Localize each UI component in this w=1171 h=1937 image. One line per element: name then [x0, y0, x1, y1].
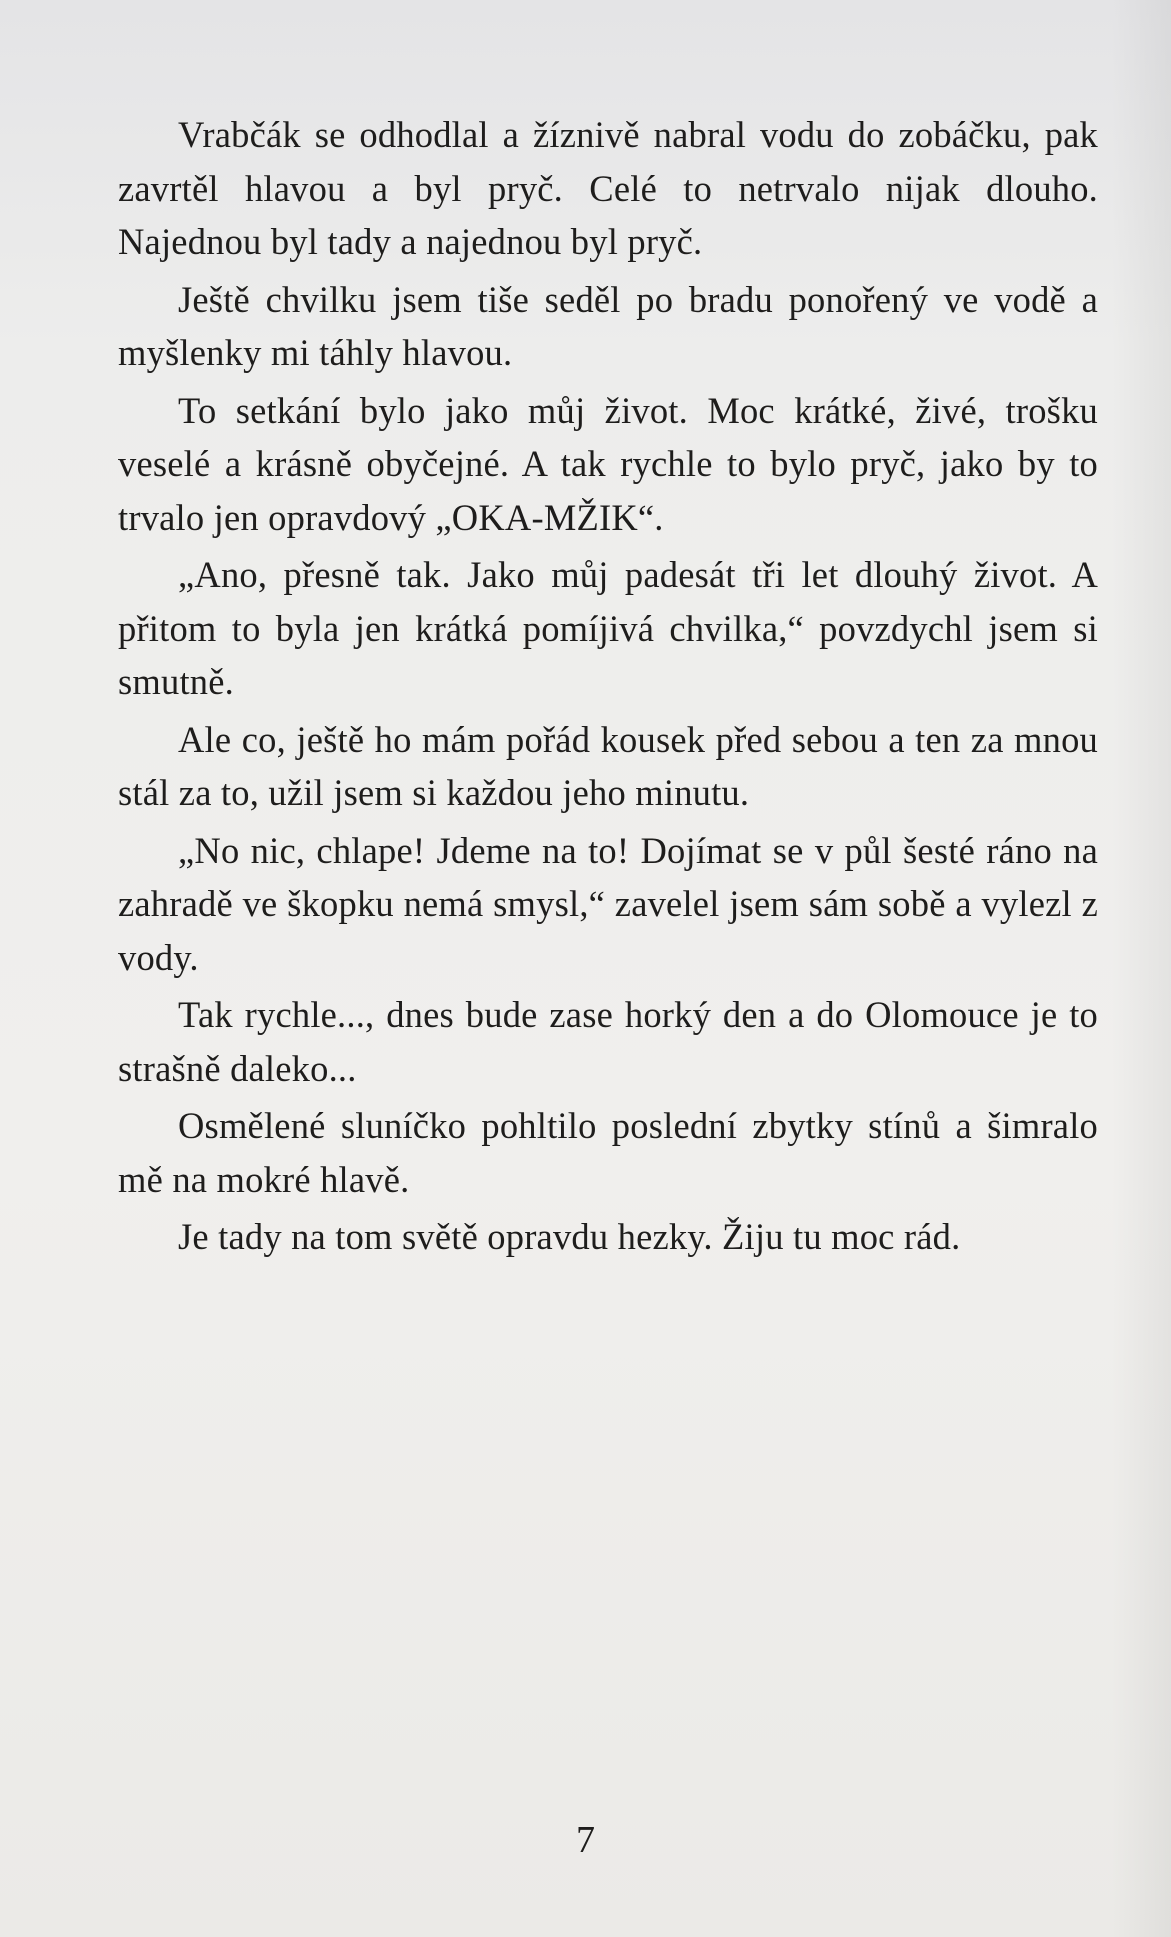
body-text — [118, 108, 1098, 1268]
paragraph-8: Osmělené sluníčko pohltilo poslední zbytky stínů a šimralo mě na mokré hlavě. — [118, 1105, 1098, 1200]
page-number: 7 — [576, 1819, 595, 1861]
paragraph-2: Ještě chvilku jsem tiše seděl po bradu ponořený ve vodě a myšlenky mi táhly hlavou. — [118, 278, 1098, 373]
paragraph-1: Vrabčák se odhodlal a žíznivě nabral vodu do zobáčku, pak zavrtěl hlavou a byl pryč. Celé to netrvalo nijak dlouho. Najednou byl tady a najednou byl pryč. — [118, 114, 1098, 262]
paragraph-3: To setkání bylo jako můj život. Moc krátké, živé, trošku veselé a krásně obyčejné. A tak rychle to bylo pryč, jako by to trvalo jen opravdový „OKA-MŽIK“. — [118, 389, 1098, 538]
paragraph-5: Ale co, ještě ho mám pořád kousek před sebou a ten za mnou stál za to, užil jsem si každou jeho minutu. — [118, 718, 1098, 813]
paragraph-9: Je tady na tom světě opravdu hezky. Žiju tu moc rád. — [178, 1216, 961, 1257]
paragraph-6: „No nic, chlape! Jdeme na to! Dojímat se v půl šesté ráno na zahradě ve škopku nemá smysl,“ zavelel jsem sám sobě a vylezl z vody. — [118, 829, 1098, 978]
paragraph-7: Tak rychle..., dnes bude zase horký den a do Olomouce je to strašně daleko... — [118, 994, 1098, 1089]
paragraph-4: „Ano, přesně tak. Jako můj padesát tři let dlouhý život. A přitom to byla jen krátká pomíjivá chvilka,“ povzdychl jsem si smutně. — [118, 554, 1098, 702]
